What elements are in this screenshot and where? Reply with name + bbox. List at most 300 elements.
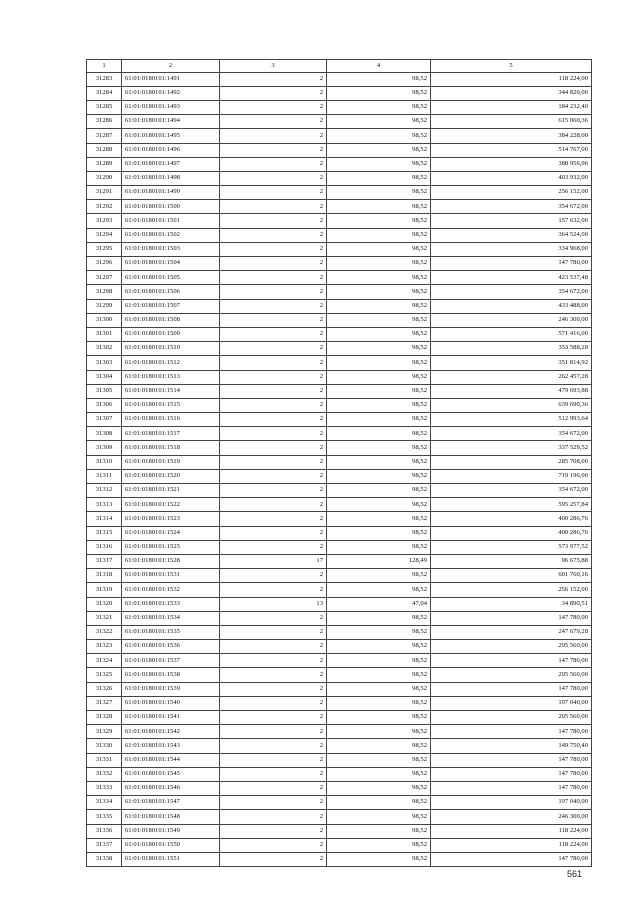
table-row [87, 540, 592, 554]
table-row [87, 115, 592, 129]
col4-cell: 98,52 [327, 413, 431, 427]
row-number-cell: 31313 [87, 498, 122, 512]
col4-cell: 98,52 [327, 526, 431, 540]
table-row [87, 398, 592, 412]
cadastral-number-cell: 61:01:0180101:1506 [122, 285, 220, 299]
col3-cell: 2 [220, 484, 327, 498]
table-row [87, 129, 592, 143]
table-row [87, 554, 592, 568]
row-number-cell: 31288 [87, 143, 122, 157]
col5-cell: 147 780,00 [431, 611, 592, 625]
col5-cell: 512 993,64 [431, 413, 592, 427]
col5-cell: 354 672,00 [431, 427, 592, 441]
col5-cell: 364 524,00 [431, 228, 592, 242]
col4-cell: 98,52 [327, 796, 431, 810]
cadastral-number-cell: 61:01:0180101:1525 [122, 540, 220, 554]
table-row [87, 342, 592, 356]
row-number-cell: 31321 [87, 611, 122, 625]
row-number-cell: 31337 [87, 838, 122, 852]
row-number-cell: 31301 [87, 327, 122, 341]
page-number: 561 [567, 869, 583, 879]
col5-cell: 147 780,00 [431, 753, 592, 767]
col4-cell: 98,52 [327, 157, 431, 171]
col4-cell: 98,52 [327, 441, 431, 455]
row-number-cell: 31331 [87, 753, 122, 767]
col5-cell: 571 416,00 [431, 327, 592, 341]
cadastral-number-cell: 61:01:0180101:1495 [122, 129, 220, 143]
col3-cell: 2 [220, 115, 327, 129]
table-row [87, 597, 592, 611]
table-row [87, 271, 592, 285]
col3-cell: 2 [220, 327, 327, 341]
cadastral-number-cell: 61:01:0180101:1496 [122, 143, 220, 157]
data-table [86, 59, 592, 867]
col4-cell: 98,52 [327, 498, 431, 512]
col4-cell: 98,52 [327, 753, 431, 767]
row-number-cell: 31284 [87, 86, 122, 100]
col4-cell: 98,52 [327, 285, 431, 299]
row-number-cell: 31323 [87, 640, 122, 654]
col4-cell: 98,52 [327, 299, 431, 313]
col3-cell: 2 [220, 342, 327, 356]
row-number-cell: 31294 [87, 228, 122, 242]
col4-cell: 98,52 [327, 427, 431, 441]
col3-cell: 2 [220, 725, 327, 739]
col4-cell: 47,04 [327, 597, 431, 611]
col5-cell: 351 814,92 [431, 356, 592, 370]
col3-cell: 2 [220, 257, 327, 271]
col5-cell: 34 890,51 [431, 597, 592, 611]
col4-cell: 98,52 [327, 767, 431, 781]
row-number-cell: 31287 [87, 129, 122, 143]
row-number-cell: 31325 [87, 668, 122, 682]
row-number-cell: 31307 [87, 413, 122, 427]
table-row [87, 171, 592, 185]
col5-cell: 354 672,00 [431, 484, 592, 498]
table-row [87, 526, 592, 540]
col5-cell: 595 257,84 [431, 498, 592, 512]
col4-cell: 98,52 [327, 484, 431, 498]
col3-cell: 2 [220, 100, 327, 114]
row-number-cell: 31328 [87, 711, 122, 725]
cadastral-number-cell: 61:01:0180101:1492 [122, 86, 220, 100]
col4-cell: 98,52 [327, 129, 431, 143]
table-row [87, 313, 592, 327]
cadastral-number-cell: 61:01:0180101:1491 [122, 72, 220, 86]
cadastral-number-cell: 61:01:0180101:1515 [122, 398, 220, 412]
row-number-cell: 31314 [87, 512, 122, 526]
row-number-cell: 31292 [87, 200, 122, 214]
row-number-cell: 31285 [87, 100, 122, 114]
col5-cell: 295 560,00 [431, 640, 592, 654]
row-number-cell: 31286 [87, 115, 122, 129]
cadastral-number-cell: 61:01:0180101:1508 [122, 313, 220, 327]
col4-cell: 98,52 [327, 455, 431, 469]
row-number-cell: 31296 [87, 257, 122, 271]
cadastral-number-cell: 61:01:0180101:1518 [122, 441, 220, 455]
column-header-3: 3 [220, 60, 327, 73]
row-number-cell: 31320 [87, 597, 122, 611]
table-row [87, 384, 592, 398]
cadastral-number-cell: 61:01:0180101:1512 [122, 356, 220, 370]
cadastral-number-cell: 61:01:0180101:1547 [122, 796, 220, 810]
cadastral-number-cell: 61:01:0180101:1543 [122, 739, 220, 753]
cadastral-number-cell: 61:01:0180101:1502 [122, 228, 220, 242]
col4-cell: 98,52 [327, 469, 431, 483]
col5-cell: 246 300,00 [431, 313, 592, 327]
col3-cell: 2 [220, 526, 327, 540]
table-row [87, 86, 592, 100]
col3-cell: 2 [220, 810, 327, 824]
cadastral-number-cell: 61:01:0180101:1509 [122, 327, 220, 341]
col3-cell: 2 [220, 271, 327, 285]
table-row [87, 299, 592, 313]
cadastral-number-cell: 61:01:0180101:1520 [122, 469, 220, 483]
col3-cell: 2 [220, 781, 327, 795]
col3-cell: 2 [220, 767, 327, 781]
row-number-cell: 31329 [87, 725, 122, 739]
cadastral-number-cell: 61:01:0180101:1505 [122, 271, 220, 285]
row-number-cell: 31304 [87, 370, 122, 384]
row-number-cell: 31309 [87, 441, 122, 455]
col4-cell: 98,52 [327, 654, 431, 668]
col5-cell: 147 780,00 [431, 852, 592, 866]
col5-cell: 197 040,00 [431, 796, 592, 810]
cadastral-number-cell: 61:01:0180101:1503 [122, 242, 220, 256]
col4-cell: 98,52 [327, 611, 431, 625]
col4-cell: 98,52 [327, 115, 431, 129]
cadastral-number-cell: 61:01:0180101:1524 [122, 526, 220, 540]
table-row [87, 214, 592, 228]
row-number-cell: 31315 [87, 526, 122, 540]
col3-cell: 13 [220, 597, 327, 611]
table-row [87, 725, 592, 739]
col3-cell: 2 [220, 498, 327, 512]
col3-cell: 2 [220, 640, 327, 654]
col5-cell: 262 457,28 [431, 370, 592, 384]
col4-cell: 98,52 [327, 257, 431, 271]
row-number-cell: 31312 [87, 484, 122, 498]
row-number-cell: 31338 [87, 852, 122, 866]
row-number-cell: 31297 [87, 271, 122, 285]
column-header-1: 1 [87, 60, 122, 73]
col3-cell: 2 [220, 186, 327, 200]
table-row [87, 498, 592, 512]
col5-cell: 295 560,00 [431, 668, 592, 682]
col5-cell: 118 224,00 [431, 824, 592, 838]
row-number-cell: 31318 [87, 569, 122, 583]
col5-cell: 334 968,00 [431, 242, 592, 256]
table-row [87, 186, 592, 200]
col3-cell: 2 [220, 753, 327, 767]
table-row [87, 469, 592, 483]
table-row [87, 753, 592, 767]
row-number-cell: 31290 [87, 171, 122, 185]
col4-cell: 98,52 [327, 540, 431, 554]
col3-cell: 2 [220, 157, 327, 171]
table-row [87, 838, 592, 852]
col5-cell: 256 152,00 [431, 583, 592, 597]
col5-cell: 256 152,00 [431, 186, 592, 200]
col4-cell: 98,52 [327, 739, 431, 753]
cadastral-number-cell: 61:01:0180101:1513 [122, 370, 220, 384]
table-row [87, 370, 592, 384]
cadastral-number-cell: 61:01:0180101:1507 [122, 299, 220, 313]
col3-cell: 2 [220, 654, 327, 668]
cadastral-number-cell: 61:01:0180101:1528 [122, 554, 220, 568]
col3-cell: 17 [220, 554, 327, 568]
cadastral-number-cell: 61:01:0180101:1548 [122, 810, 220, 824]
cadastral-number-cell: 61:01:0180101:1541 [122, 711, 220, 725]
cadastral-number-cell: 61:01:0180101:1504 [122, 257, 220, 271]
col5-cell: 514 767,00 [431, 143, 592, 157]
cadastral-number-cell: 61:01:0180101:1517 [122, 427, 220, 441]
col3-cell: 2 [220, 299, 327, 313]
cadastral-number-cell: 61:01:0180101:1531 [122, 569, 220, 583]
col3-cell: 2 [220, 72, 327, 86]
col5-cell: 344 820,00 [431, 86, 592, 100]
col4-cell: 98,52 [327, 370, 431, 384]
col5-cell: 147 780,00 [431, 654, 592, 668]
col4-cell: 98,52 [327, 327, 431, 341]
col4-cell: 98,52 [327, 682, 431, 696]
row-number-cell: 31305 [87, 384, 122, 398]
col5-cell: 147 780,00 [431, 257, 592, 271]
cadastral-number-cell: 61:01:0180101:1521 [122, 484, 220, 498]
col4-cell: 98,52 [327, 214, 431, 228]
col5-cell: 615 060,36 [431, 115, 592, 129]
col3-cell: 2 [220, 228, 327, 242]
cadastral-number-cell: 61:01:0180101:1537 [122, 654, 220, 668]
cadastral-number-cell: 61:01:0180101:1498 [122, 171, 220, 185]
col3-cell: 2 [220, 285, 327, 299]
col5-cell: 247 679,28 [431, 625, 592, 639]
table-row [87, 356, 592, 370]
table-row [87, 739, 592, 753]
table-row [87, 654, 592, 668]
cadastral-number-cell: 61:01:0180101:1523 [122, 512, 220, 526]
table-row [87, 852, 592, 866]
col4-cell: 98,52 [327, 86, 431, 100]
table-row [87, 682, 592, 696]
cadastral-number-cell: 61:01:0180101:1493 [122, 100, 220, 114]
col5-cell: 639 690,36 [431, 398, 592, 412]
col4-cell: 98,52 [327, 711, 431, 725]
col5-cell: 157 632,00 [431, 214, 592, 228]
cadastral-number-cell: 61:01:0180101:1546 [122, 781, 220, 795]
cadastral-number-cell: 61:01:0180101:1538 [122, 668, 220, 682]
col3-cell: 2 [220, 427, 327, 441]
table-row [87, 285, 592, 299]
col5-cell: 384 228,00 [431, 129, 592, 143]
cadastral-number-cell: 61:01:0180101:1550 [122, 838, 220, 852]
cadastral-number-cell: 61:01:0180101:1519 [122, 455, 220, 469]
table-row [87, 583, 592, 597]
col5-cell: 479 693,88 [431, 384, 592, 398]
row-number-cell: 31291 [87, 186, 122, 200]
col3-cell: 2 [220, 696, 327, 710]
row-number-cell: 31335 [87, 810, 122, 824]
col5-cell: 403 932,00 [431, 171, 592, 185]
col3-cell: 2 [220, 739, 327, 753]
cadastral-number-cell: 61:01:0180101:1516 [122, 413, 220, 427]
col5-cell: 197 040,00 [431, 696, 592, 710]
table-row [87, 157, 592, 171]
cadastral-number-cell: 61:01:0180101:1510 [122, 342, 220, 356]
col5-cell: 246 300,00 [431, 810, 592, 824]
col4-cell: 98,52 [327, 200, 431, 214]
col5-cell: 354 672,00 [431, 200, 592, 214]
table-row [87, 72, 592, 86]
col5-cell: 285 708,00 [431, 455, 592, 469]
cadastral-number-cell: 61:01:0180101:1539 [122, 682, 220, 696]
col4-cell: 98,52 [327, 143, 431, 157]
col4-cell: 98,52 [327, 810, 431, 824]
col4-cell: 98,52 [327, 852, 431, 866]
cadastral-number-cell: 61:01:0180101:1522 [122, 498, 220, 512]
table-row [87, 143, 592, 157]
row-number-cell: 31306 [87, 398, 122, 412]
col3-cell: 2 [220, 242, 327, 256]
col4-cell: 98,52 [327, 569, 431, 583]
col3-cell: 2 [220, 625, 327, 639]
col5-cell: 719 196,00 [431, 469, 592, 483]
row-number-cell: 31316 [87, 540, 122, 554]
row-number-cell: 31336 [87, 824, 122, 838]
cadastral-number-cell: 61:01:0180101:1544 [122, 753, 220, 767]
col3-cell: 2 [220, 356, 327, 370]
row-number-cell: 31310 [87, 455, 122, 469]
col5-cell: 147 780,00 [431, 725, 592, 739]
cadastral-number-cell: 61:01:0180101:1501 [122, 214, 220, 228]
table-row [87, 796, 592, 810]
cadastral-number-cell: 61:01:0180101:1542 [122, 725, 220, 739]
col4-cell: 98,52 [327, 512, 431, 526]
row-number-cell: 31324 [87, 654, 122, 668]
row-number-cell: 31303 [87, 356, 122, 370]
col3-cell: 2 [220, 682, 327, 696]
table-row [87, 100, 592, 114]
col3-cell: 2 [220, 569, 327, 583]
row-number-cell: 31298 [87, 285, 122, 299]
cadastral-number-cell: 61:01:0180101:1535 [122, 625, 220, 639]
col5-cell: 423 537,48 [431, 271, 592, 285]
col3-cell: 2 [220, 370, 327, 384]
cadastral-number-cell: 61:01:0180101:1536 [122, 640, 220, 654]
col4-cell: 128,49 [327, 554, 431, 568]
table-row [87, 569, 592, 583]
table-row [87, 512, 592, 526]
row-number-cell: 31334 [87, 796, 122, 810]
table-header-row [87, 60, 592, 73]
col3-cell: 2 [220, 384, 327, 398]
row-number-cell: 31311 [87, 469, 122, 483]
col5-cell: 96 675,88 [431, 554, 592, 568]
col3-cell: 2 [220, 86, 327, 100]
col4-cell: 98,52 [327, 640, 431, 654]
table-row [87, 228, 592, 242]
col5-cell: 400 286,76 [431, 512, 592, 526]
table-row [87, 767, 592, 781]
row-number-cell: 31322 [87, 625, 122, 639]
cadastral-number-cell: 61:01:0180101:1540 [122, 696, 220, 710]
col4-cell: 98,52 [327, 228, 431, 242]
row-number-cell: 31332 [87, 767, 122, 781]
col3-cell: 2 [220, 512, 327, 526]
col3-cell: 2 [220, 583, 327, 597]
cadastral-number-cell: 61:01:0180101:1499 [122, 186, 220, 200]
col4-cell: 98,52 [327, 384, 431, 398]
row-number-cell: 31333 [87, 781, 122, 795]
col3-cell: 2 [220, 398, 327, 412]
table-row [87, 611, 592, 625]
row-number-cell: 31317 [87, 554, 122, 568]
row-number-cell: 31295 [87, 242, 122, 256]
col4-cell: 98,52 [327, 186, 431, 200]
cadastral-number-cell: 61:01:0180101:1533 [122, 597, 220, 611]
col3-cell: 2 [220, 711, 327, 725]
row-number-cell: 31327 [87, 696, 122, 710]
row-number-cell: 31283 [87, 72, 122, 86]
col3-cell: 2 [220, 668, 327, 682]
row-number-cell: 31293 [87, 214, 122, 228]
col3-cell: 2 [220, 796, 327, 810]
cadastral-number-cell: 61:01:0180101:1551 [122, 852, 220, 866]
table-row [87, 824, 592, 838]
col3-cell: 2 [220, 200, 327, 214]
table-row [87, 242, 592, 256]
col4-cell: 98,52 [327, 398, 431, 412]
row-number-cell: 31289 [87, 157, 122, 171]
col5-cell: 147 780,00 [431, 767, 592, 781]
cadastral-number-cell: 61:01:0180101:1497 [122, 157, 220, 171]
col3-cell: 2 [220, 540, 327, 554]
col3-cell: 2 [220, 469, 327, 483]
col5-cell: 118 224,00 [431, 838, 592, 852]
col3-cell: 2 [220, 129, 327, 143]
col4-cell: 98,52 [327, 271, 431, 285]
col5-cell: 147 780,00 [431, 682, 592, 696]
col4-cell: 98,52 [327, 781, 431, 795]
col4-cell: 98,52 [327, 668, 431, 682]
col4-cell: 98,52 [327, 696, 431, 710]
col3-cell: 2 [220, 824, 327, 838]
row-number-cell: 31308 [87, 427, 122, 441]
cadastral-number-cell: 61:01:0180101:1514 [122, 384, 220, 398]
cadastral-number-cell: 61:01:0180101:1534 [122, 611, 220, 625]
cadastral-number-cell: 61:01:0180101:1532 [122, 583, 220, 597]
row-number-cell: 31302 [87, 342, 122, 356]
col4-cell: 98,52 [327, 356, 431, 370]
col4-cell: 98,52 [327, 838, 431, 852]
table-row [87, 427, 592, 441]
col5-cell: 147 780,00 [431, 781, 592, 795]
col3-cell: 2 [220, 611, 327, 625]
col4-cell: 98,52 [327, 824, 431, 838]
table-row [87, 781, 592, 795]
table-row [87, 327, 592, 341]
table-row [87, 711, 592, 725]
row-number-cell: 31319 [87, 583, 122, 597]
table-row [87, 668, 592, 682]
col5-cell: 184 232,40 [431, 100, 592, 114]
table-row [87, 257, 592, 271]
table-row [87, 625, 592, 639]
table-row [87, 413, 592, 427]
col4-cell: 98,52 [327, 625, 431, 639]
col4-cell: 98,52 [327, 72, 431, 86]
col5-cell: 573 977,52 [431, 540, 592, 554]
